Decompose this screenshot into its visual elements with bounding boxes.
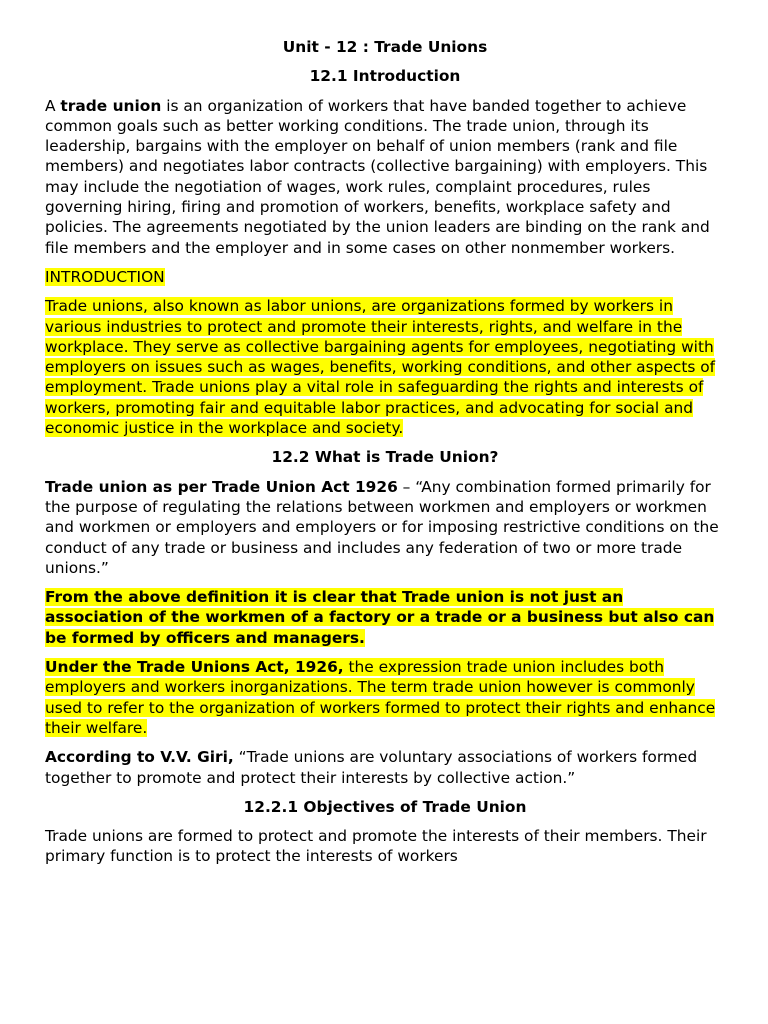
giri-rest: “Trade unions are voluntary associations of workers formed together to promote and protect their interests by collective action.” [45, 748, 698, 787]
giri-lead: According to V.V. Giri, [45, 748, 234, 767]
definition-highlight-text: From the above definition it is clear that Trade union is not just an association of the workmen of a factory or a trade or a business but also can be formed by officers and managers. [45, 588, 715, 647]
act-rest: – “Any combination formed primarily for the purpose of regulating the relations between workmen and employers or workmen and workmen or employers and employers or for imposing restrictive conditions on the conduct of any trade or business and includes any federation of two or more trade unions.” [45, 477, 719, 577]
under-act-rest: the expression trade union includes both employers and workers inorganizations. The term trade union however is commonly used to refer to the organization of workers formed to protect their rights and enhance their welfare. [45, 658, 716, 737]
intro-term: trade union [60, 96, 162, 115]
intro-highlight-text: Trade unions, also known as labor unions, are organizations formed by workers in various industries to protect and promote their interests, rights, and welfare in the workplace. They serve as collective bargaining agents for employees, negotiating with employers on issues such as wages, benefits, working conditions, and other aspects of employment. Trade unions play a vital role in safeguarding the rights and interests of workers, promoting fair and equitable labor practices, and advocating for social and economic justice in the workplace and society. [45, 297, 716, 438]
intro-paragraph [45, 96, 725, 258]
under-act-lead: Under the Trade Unions Act, 1926, [45, 658, 344, 677]
act-lead: Trade union as per Trade Union Act 1926 [45, 477, 398, 496]
intro-heading: 12.1 Introduction [309, 67, 461, 86]
intro-a: A [45, 96, 61, 115]
intro-rest: is an organization of workers that have banded together to achieve common goals such as better working conditions. The trade union, through its leadership, bargains with the employer on behalf of union members (rank and file members) and negotiates labor contracts (collective bargaining) with employers. This may include the negotiation of wages, work rules, complaint procedures, rules governing hiring, firing and promotion of workers, benefits, workplace safety and policies. The agreements negotiated by the union leaders are binding on the rank and file members and the employer and in some cases on other nonmember workers. [45, 96, 710, 257]
intro-label: INTRODUCTION [45, 267, 165, 286]
under-act-paragraph [45, 657, 725, 738]
act-paragraph [45, 477, 725, 578]
definition-paragraph [45, 587, 725, 648]
intro-label-paragraph [45, 267, 725, 287]
objectives-paragraph: Trade unions are formed to protect and promote the interests of their members. Their primary function is to protect the interests of workers [45, 827, 707, 866]
objectives-heading: 12.2.1 Objectives of Trade Union [243, 797, 527, 816]
unit-title: Unit - 12 : Trade Unions [282, 38, 488, 56]
giri-paragraph [45, 747, 725, 788]
intro-highlight-paragraph [45, 296, 725, 438]
what-heading: 12.2 What is Trade Union? [271, 448, 499, 467]
document-page [45, 37, 725, 876]
